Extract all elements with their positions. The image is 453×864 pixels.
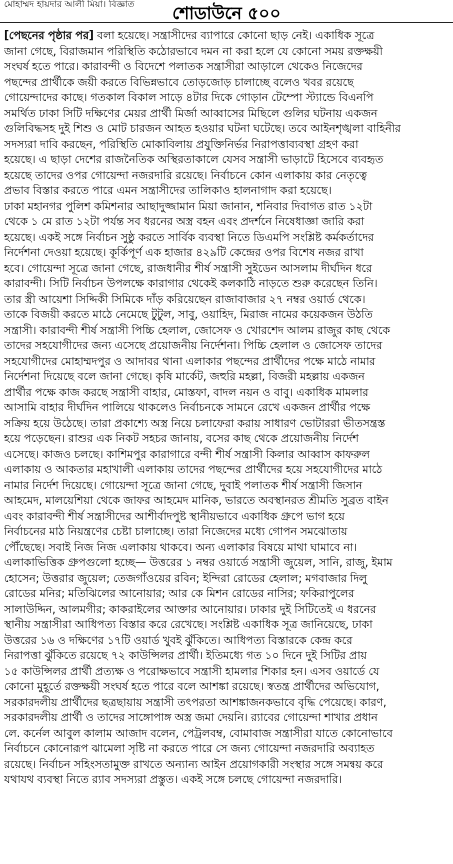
article-line bbox=[4, 44, 449, 60]
article-line-text: রোডের মনির; মতিঝিলের আনোয়ার; আর কে মিশন রোডের নাসির; ফকিরাপুলের bbox=[4, 587, 355, 600]
article-line-text: সন্ত্রাসী। কারাবন্দী শীর্ষ সন্ত্রাসী পিচ্চি হেলাল, জোসেফ ও খোরশেদ আলম রাজুর কাছ থেকে bbox=[4, 323, 391, 337]
article-line bbox=[4, 710, 449, 726]
article-line-text: সরকারদলীয় প্রার্থীদের ছত্রছায়ায় সন্ত্রাসী তৎপরতা আশঙ্কাজনকভাবে বৃদ্ধি পেয়েছে। কারণ, bbox=[4, 695, 387, 709]
article-line-text: পৌঁছেছে। সবাই নিজ নিজ এলাকায় থাকবে। অন্য এলাকার বিষয়ে মাথা ঘামাবে না। bbox=[4, 540, 357, 554]
article-line bbox=[4, 369, 449, 385]
article-line-text: তার স্ত্রী আয়েশা সিদ্দিকী সিমিকে দাঁড় করিয়েছেন রাজাবাজার ২৭ নম্বর ওয়ার্ড থেকে। bbox=[4, 292, 366, 306]
article-line bbox=[4, 431, 449, 447]
article-line bbox=[4, 106, 449, 122]
article-line bbox=[4, 214, 449, 230]
article-line-text: ১৫ কাউন্সিলর প্রার্থী প্রত্যক্ষ ও পরোক্ষভাবে সন্ত্রাসী হামলার শিকার হন। এসব ওয়ার্ডে যে bbox=[4, 664, 380, 678]
article-line-text: নিরাপত্তা ঝুঁকিতে রয়েছে ৭২ কাউন্সিলর প্রার্থী। ইতিমধ্যে গত ১০ দিনে দুই সিটির প্রায় bbox=[4, 649, 367, 662]
article-line-text: স্থানীয় সন্ত্রাসীরা আধিপত্য বিস্তার করে রেখেছে। সংশ্লিষ্ট একাধিক সূত্র জানিয়েছে, ঢাকা bbox=[4, 618, 373, 631]
article-line-text: এবং কারাবন্দী শীর্ষ সন্ত্রাসীদের আশীর্বাদপুষ্ট স্থানীয়ভাবে একাধিক গ্রুপে ভাগ হয়ে bbox=[4, 509, 345, 523]
article-line bbox=[4, 633, 449, 649]
article-line-text: গোয়েন্দাদের কাছে। গতকাল বিকাল সাড়ে ৪টার দিকে গোড়ান টেম্পো স্ট্যান্ডে বিএনপি bbox=[4, 91, 374, 104]
article-line bbox=[4, 230, 449, 246]
article-line bbox=[4, 400, 449, 416]
article-line-text: লে. কর্নেল আবুল কালাম আজাদ বলেন, পেট্রলবম্ব, বোমাবাজ সন্ত্রাসীরা যাতে কোনোভাবে bbox=[4, 726, 393, 740]
article-line-text: হয়েছে। এ ছাড়া দেশের রাজনৈতিক অস্থিরতাকালে যেসব সন্ত্রাসী ভাড়াটে হিসেবে ব্যবহৃত bbox=[4, 153, 384, 166]
article-line bbox=[4, 90, 449, 106]
article-line-text: নির্বাচনে কোনোরূপ ঝামেলা সৃষ্টি না করতে পারে সে জন্য গোয়েন্দা নজরদারি অব্যাহত bbox=[4, 742, 375, 755]
article-line bbox=[4, 137, 449, 153]
article-line bbox=[4, 493, 449, 509]
article-line-text: সালাউদ্দিন, আলমগীর; কাকরাইলের আক্তার আনোয়ার। ঢাকার দুই সিটিতেই এ ধরনের bbox=[4, 602, 377, 616]
article-line-text: প্রভাব বিস্তার করতে পারে এমন সন্ত্রাসীদের তালিকাও হালনাগাদ করা হয়েছে। bbox=[4, 184, 332, 197]
article-line-text: নির্দেশনা দেওয়া হয়েছে। কূর্কিপূর্ণ এক হাজার ৪২৯টি কেন্দ্রের ওপর বিশেষ নজর রাখা bbox=[4, 246, 364, 259]
article-line bbox=[4, 59, 449, 75]
article-line-text: সহযোগীদের মোহাম্মদপুর ও আদাবর থানা এলাকার পছন্দের প্রার্থীদের পক্ষে মাঠে নামার bbox=[4, 354, 376, 368]
article-line-text: সংঘর্ষ হতে পারে। কারাবন্দী ও বিদেশে পলাতক সন্ত্রাসীরা আড়ালে থেকেও নিজেদের bbox=[4, 60, 363, 73]
article-line bbox=[4, 741, 449, 757]
article-body bbox=[4, 28, 449, 860]
article-line-text: হোসেন; উত্তরার জুয়েল; তেজগাঁওয়ের রবিন; ইন্দিরা রোডের হেলাল; মগবাজার দিলু bbox=[4, 571, 368, 585]
article-line-text: গুলিবিদ্ধসহ দুই শিশু ও মোট চারজন আহত হওয়ার ঘটনা ঘটেছে। তবে আইনশৃঙ্খলা বাহিনীর bbox=[4, 122, 401, 135]
article-line bbox=[4, 183, 449, 199]
article-line bbox=[4, 354, 449, 370]
article-line bbox=[4, 555, 449, 571]
article-line-text: এলাকাভিত্তিক গ্রুপগুলো হচ্ছে— উত্তরের ১ নম্বর ওয়ার্ডে সন্ত্রাসী জুয়েল, সানি, রাজু, ইমাম bbox=[4, 556, 393, 569]
article-line-text: কারাবন্দী। সিটি নির্বাচন উপলক্ষে কারাগার থেকেই কলকাঠি নাড়তে শুরু করেছেন তিনি। bbox=[4, 277, 378, 290]
article-line-text: রয়েছে। নির্বাচন সহিংসতামুক্ত রাখতে অন্যান্য আইন প্রয়োগকারী সংস্থার সঙ্গে সমন্বয় করে bbox=[4, 757, 384, 771]
article-line bbox=[4, 571, 449, 587]
article-line-text: এসেছে। কাজও চলছে। কাশিমপুর কারাগারে বন্দী শীর্ষ সন্ত্রাসী কিলার আব্বাস কাফরুল bbox=[4, 447, 370, 461]
article-line bbox=[4, 726, 449, 742]
article-line-text: হয়েছে তাদের ওপর গোয়েন্দা নজরদারি রয়েছে। নির্বাচনে কোন এলাকায় কার নেতৃত্বে bbox=[4, 168, 367, 182]
article-line bbox=[4, 28, 449, 44]
article-line bbox=[4, 261, 449, 277]
article-line bbox=[4, 292, 449, 308]
article-line-text: হয়েছে। একই সঙ্গে নির্বাচন সুষ্ঠু করতে সার্বিক ব্যবস্থা নিতে ডিএমপি সংশ্লিষ্ট কর্মকর্তাদের bbox=[4, 230, 374, 244]
article-line-text: সরকারদলীয় প্রার্থী ও তাদের সাঙ্গোপাঙ্গ অস্ত্র জমা দেয়নি। র‍্যাবের গোয়েন্দা শাখার প্রধান bbox=[4, 711, 378, 724]
article-line bbox=[4, 245, 449, 261]
article-line bbox=[4, 416, 449, 432]
article-line bbox=[4, 586, 449, 602]
article-line-text: যথাযথ ব্যবস্থা নিতে র‍্যাব সদস্যরা প্রস্তুত। একই সঙ্গে চলছে গোয়েন্দা নজরদারি। bbox=[4, 773, 342, 786]
continued-from-marker: [পেছনের পৃষ্ঠার পর] bbox=[4, 29, 94, 42]
article-line bbox=[4, 757, 449, 773]
article-line bbox=[4, 679, 449, 695]
article-line-text: পছন্দের প্রার্থীকে জয়ী করতে বিভিন্নভাবে তোড়জোড় চালাচ্ছে বলেও খবর রয়েছে bbox=[4, 75, 354, 89]
article-line bbox=[4, 75, 449, 91]
article-line-text: তাদের সহযোগীদের জন্য এসেছে প্রয়োজনীয় নির্দেশনা। পিচ্চি হেলাল ও জোসেফ তাদের bbox=[4, 339, 383, 352]
article-line bbox=[4, 323, 449, 339]
article-line-text: এলাকায় ও আকতার মহাখালী এলাকায় তাদের পছন্দের প্রার্থীদের হয়ে সহযোগীদের মাঠে bbox=[4, 463, 382, 476]
article-line bbox=[4, 338, 449, 354]
article-line bbox=[4, 664, 449, 680]
article-line-text: সমর্থিত ঢাকা সিটি দক্ষিণের মেয়র প্রার্থী মির্জা আব্বাসের মিছিলে গুলির ঘটনায় একজন bbox=[4, 106, 378, 120]
article-line bbox=[4, 121, 449, 137]
article-line bbox=[4, 152, 449, 168]
article-line-text: আহমেদ, মালয়েশিয়া থেকে জাফর আহমেদ মানিক, ভারতে অবস্থানরত শ্রীমতি সুব্রত বাইন bbox=[4, 494, 389, 507]
headline: শোডাউনে ৫০০ bbox=[172, 4, 281, 24]
article-line bbox=[4, 199, 449, 215]
article-line-text: নামার নির্দেশ দিয়েছে। গোয়েন্দা সূত্রে জানা গেছে, দুবাই পলাতক শীর্ষ সন্ত্রাসী জিসান bbox=[4, 478, 363, 492]
article-line-text: জানা গেছে, বিরাজমান পরিস্থিতি কঠোরভাবে দমন না করা হলে যে কোনো সময় রক্তক্ষয়ী bbox=[4, 44, 383, 58]
article-line-text: বলা হয়েছে। সন্ত্রাসীদের ব্যাপারে কোনো ছাড় নেই। একাধিক সূত্রে bbox=[93, 29, 375, 42]
running-head: মোহাম্মদ হায়দার আলী মিয়া। বিজ্ঞাত bbox=[4, 0, 135, 10]
article-line bbox=[4, 447, 449, 463]
article-line-text: উত্তরের ১৬ ও দক্ষিণের ১৭টি ওয়ার্ড খুবই ঝুঁকিতে। আধিপত্য বিস্তারকে কেন্দ্র করে bbox=[4, 633, 353, 647]
article-line-text: তাকে বিজয়ী করতে মাঠে নেমেছে টুটুল, সাবু, ওয়াহিদ, মিরাজ নামের কয়েকজন উঠতি bbox=[4, 308, 373, 321]
article-line-text: নির্বাচনের মাঠ নিয়ন্ত্রণের চেষ্টা চালাচ্ছে। তারা নিজেদের মধ্যে গোপন সমঝোতায় bbox=[4, 525, 348, 538]
article-line bbox=[4, 695, 449, 711]
article-line bbox=[4, 617, 449, 633]
article-line bbox=[4, 602, 449, 618]
article-line bbox=[4, 462, 449, 478]
article-line-text: থেকে ১ মে রাত ১২টা পর্যন্ত সব ধরনের অস্ত্র বহন এবং প্রদর্শনে নিষেধাজ্ঞা জারি করা bbox=[4, 215, 365, 228]
article-line-text: সক্রিয় হয়ে উঠেছে। তারা প্রকাশ্যে অস্ত্র নিয়ে চলাফেরা করায় সাধারণ ভোটাররা ভীতসন্ত্রস্ত bbox=[4, 416, 386, 430]
article-line bbox=[4, 524, 449, 540]
article-line bbox=[4, 509, 449, 525]
article-line bbox=[4, 307, 449, 323]
article-line bbox=[4, 385, 449, 401]
article-line-text: হয়ে পড়েছেন। রাশুর এক নিকট সহচর জানায়, বসের কাছ থেকে প্রয়োজনীয় নির্দেশ bbox=[4, 432, 359, 445]
article-line bbox=[4, 772, 449, 788]
article-line-text: নির্দেশনা দিয়েছে বলে জানা গেছে। কৃষি মার্কেট, জহুরি মহল্লা, বিজরী মহল্লায় একজন bbox=[4, 370, 365, 383]
article-line bbox=[4, 276, 449, 292]
clipping-header bbox=[0, 0, 453, 23]
article-line-text: আসামি বাহার দীর্ঘদিন পালিয়ে থাকলেও নির্বাচনকে সামনে রেখে একজন প্রার্থীর পক্ষে bbox=[4, 401, 371, 414]
article-line bbox=[4, 540, 449, 556]
article-line-text: প্রার্থীর পক্ষে কাজ করছে সন্ত্রাসী বাহার, মোস্তফা, বাদল নয়ন ও বাবু। একাধিক মামলার bbox=[4, 385, 369, 399]
article-line-text: ঢাকা মহানগর পুলিশ কমিশনার আছাদুজ্জামান মিয়া জানান, শনিবার দিবাগত রাত ১২টা bbox=[4, 199, 373, 213]
article-line-text: হবে। গোয়েন্দা সূত্রে জানা গেছে, রাজধানীর শীর্ষ সন্ত্রাসী সুইডেন আসলাম দীর্ঘদিন ধরে bbox=[4, 261, 372, 275]
article-line bbox=[4, 648, 449, 664]
article-line-text: কোনো মুহূর্তে রক্তক্ষয়ী সংঘর্ষ হতে পারে বলে আশঙ্কা রয়েছে। স্বতন্ত্র প্রার্থীদের অভিযোগ, bbox=[4, 680, 380, 693]
article-line-text: সদস্যরা দাবি করছেন, পরিস্থিতি মোকাবিলায় প্রযুক্তিনির্ভর নিরাপত্তাব্যবস্থা গ্রহণ করা bbox=[4, 137, 359, 151]
article-line bbox=[4, 478, 449, 494]
article-line bbox=[4, 168, 449, 184]
